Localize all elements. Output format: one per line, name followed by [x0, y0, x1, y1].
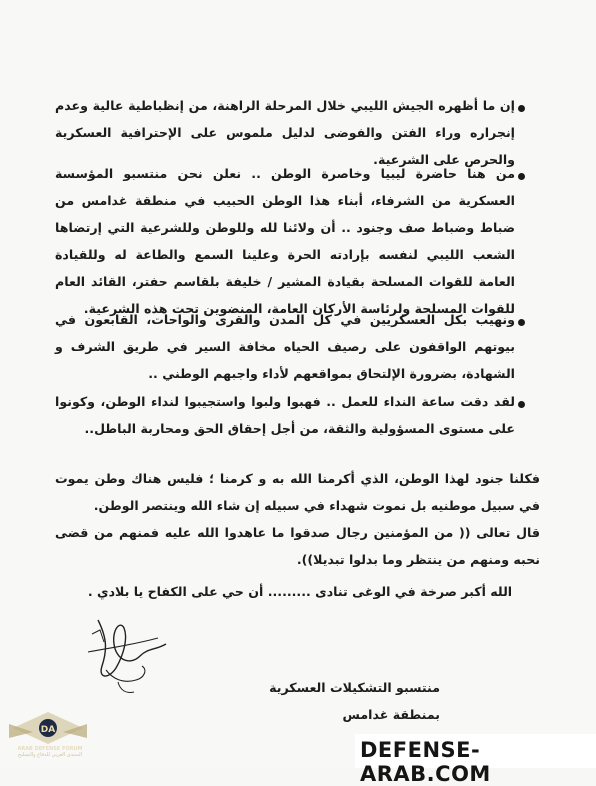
logo-caption — [8, 746, 92, 758]
paragraph-quran-verse: قال تعالى (( من المؤمنين رجال صدقوا ما عاهدوا الله عليه فمنهم من قضى نحبه ومنهم من ينتظر وما بدلوا تبديلا)). — [55, 525, 540, 567]
logo-caption-english: ARAB DEFENSE FORUM — [17, 746, 83, 752]
handwritten-signature — [78, 608, 173, 698]
signatory-location: بمنطقة غدامس — [342, 707, 440, 722]
signatory-title: منتسبو التشكيلات العسكرية — [269, 680, 440, 695]
watermark-site-name: DEFENSE-ARAB.COM — [360, 738, 491, 786]
logo-caption-arabic: المنتدى العربي للدفاع والتسليح — [17, 752, 83, 758]
closing-slogan: الله أكبر صرخة في الوغى تنادى ......... أن حي على الكفاح يا بلادي . — [87, 584, 513, 599]
paragraph-2: من هنا حاضرة ليبيا وخاصرة الوطن .. نعلن نحن منتسبو المؤسسة العسكرية من الشرفاء، أبناء هذا الوطن الحبيب في منطقة غدامس من ضباط وضباط صف وجنود .. أن ولائنا لله وللوطن وللشرعية التي إرتضاها الشعب الليبي لنفسه بإرادته الحرة وعلينا السمع والطاعة له وللقيادة العامة للقوات المسلحة بقيادة المشير / خليفة بلقاسم حفتر، القائد العام للقوات المسلحة ولرئاسة الأركان العامة، المنضوين تحت هذه الشرعية. — [55, 166, 515, 316]
bullet-point-4 — [518, 401, 525, 408]
bullet-point-2 — [518, 173, 525, 180]
svg-text:DA: DA — [40, 725, 56, 735]
paragraph-4: لقد دقت ساعة النداء للعمل .. فهبوا ولبوا واستجيبوا لنداء الوطن، وكونوا على مستوى المسؤولية والثقة، من أجل إحقاق الحق ومحاربة الباطل.. — [55, 394, 515, 436]
bullet-point-3 — [518, 319, 525, 326]
paragraph-3: ونهيب بكل العسكريين في كل المدن والقرى والواحات، القابعون في بيوتهم الواقفون على رصيف الحياه مخافة السير في طريق الشرف و الشهادة، بضرورة الإلتحاق بمواقعهم لأداء واجبهم الوطني .. — [55, 312, 515, 381]
paragraph-5: فكلنا جنود لهذا الوطن، الذي أكرمنا الله به و كرمنا ؛ فليس هناك وطن يموت في سبيل موطنيه بل نموت شهداء في سبيله إن شاء الله وينتصر الوطن. — [55, 471, 540, 513]
bullet-point-1 — [518, 105, 525, 112]
paragraph-1: إن ما أظهره الجيش الليبي خلال المرحلة الراهنة، من إنظباطية عالية وعدم إنجراره وراء الفتن والفوضى لدليل ملموس على الإحترافية العسكرية والحرص على الشرعية. — [55, 98, 515, 167]
arab-defense-forum-logo — [3, 708, 93, 768]
